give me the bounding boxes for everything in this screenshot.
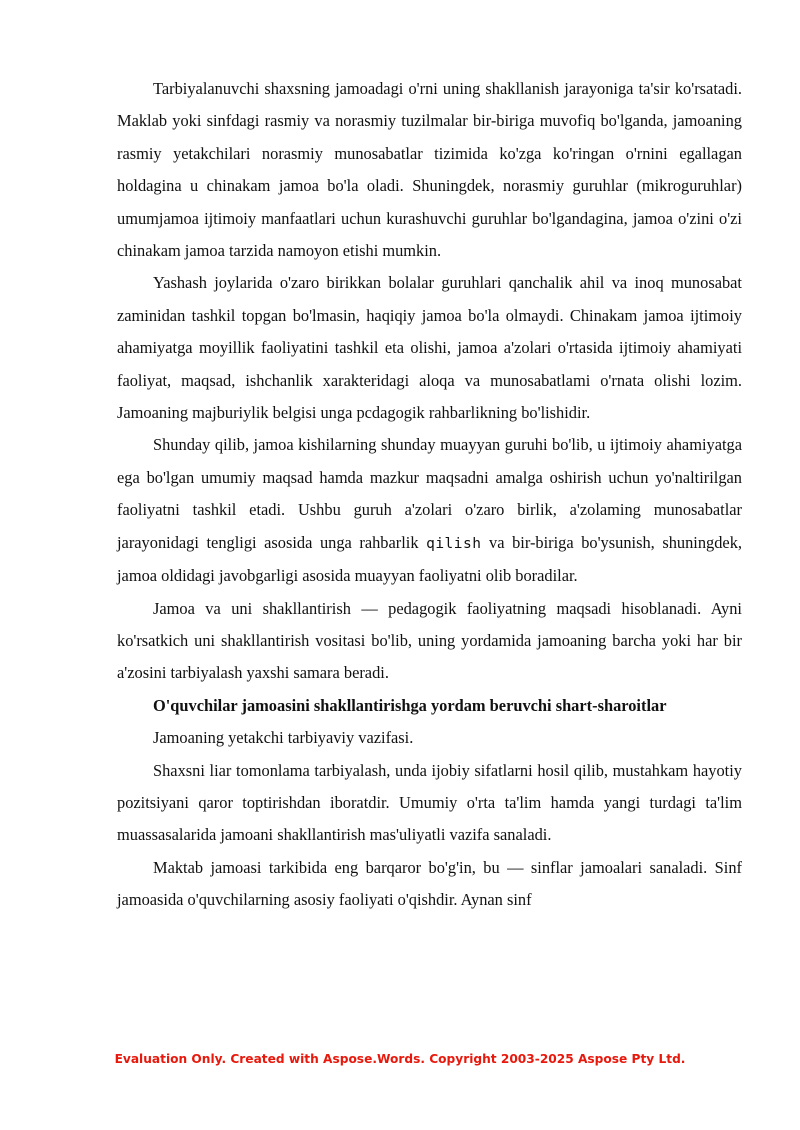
paragraph-7: Maktab jamoasi tarkibida eng barqaror bo'g'in, bu — sinflar jamoalari sanaladi. Sinf jamoasida o'quvchilarning asosiy faoliyati o'qishdir. Aynan sinf [117,857,742,910]
section-heading: O'quvchilar jamoasini shakllantirishga yordam beruvchi shart-sharoitlar [153,695,667,715]
paragraph-6: Shaxsni liar tomonlama tarbiyalash, unda ijobiy sifatlarni hosil qilib, mustahkam hayotiy pozitsiyani qaror toptirishdan iboratdir. Umumiy o'rta ta'lim hamda yangi turdagi ta'lim muassasalarida jamoani shakllantirish mas'uliyatli vazifa sanaladi. [117,760,742,845]
paragraph-3-text-end: va bir-biriga bo'ysunish, shuningdek, jamoa oldidagi javobgarligi asosida muayyan faoliyatni olib boradilar. [117,532,742,586]
paragraph-4: Jamoa va uni shakllantirish — pedagogik faoliyatning maqsadi hisoblanadi. Ayni ko'rsatkich uni shakllantirish vositasi bo'lib, uning yordamida jamoaning barcha yoki har bir a'zosini tarbiyalash yaxshi samara beradi. [117,598,742,683]
document-page [117,73,742,917]
paragraph-3 [117,429,742,592]
paragraph-3-spaced-word: qilish [426,535,482,552]
evaluation-watermark: Evaluation Only. Created with Aspose.Words. Copyright 2003-2025 Aspose Pty Ltd. [114,1052,686,1066]
paragraph-1: Tarbiyalanuvchi shaxsning jamoadagi o'rni uning shakllanish jarayoniga ta'sir ko'rsatadi. Maklab yoki sinfdagi rasmiy va norasmiy tuzilmalar bir-biriga muvofiq bo'lganda, jamoaning rasmiy yetakchilari norasmiy munosabatlar tizimida ko'zga ko'ringan o'rnini egallagan holdagina u chinakam jamoa bo'la oladi. Shuningdek, norasmiy guruhlar (mikroguruhlar) umumjamoa ijtimoiy manfaatlari uchun kurashuvchi guruhlar bo'lgandagina, jamoa o'zini o'zi chinakam jamoa tarzida namoyon etishi mumkin. [117,79,742,261]
paragraph-5: Jamoaning yetakchi tarbiyaviy vazifasi. [153,728,414,748]
paragraph-3-text-start: Shunday qilib, jamoa kishilarning shunday muayyan guruhi bo'lib, u ijtimoiy ahamiyatga ega bo'lgan umumiy maqsad hamda mazkur maqsadni amalga oshirish uchun yo'naltirilgan faoliyatni tashkil etadi. Ushbu guruh a'zolari o'zaro birlik, a'zolaming munosabatlar jarayonidagi tengligi asosida unga rahbarlik [117,435,742,552]
paragraph-2: Yashash joylarida o'zaro birikkan bolalar guruhlari qanchalik ahil va inoq munosabat zaminidan tashkil topgan bo'lmasin, haqiqiy jamoa bo'la olmaydi. Chinakam jamoa ijtimoiy ahamiyatga moyillik faoliyatini tashkil eta olishi, jamoa a'zolari o'rtasida ijtimoiy ahamiyati faoliyat, maqsad, ishchanlik xarakteridagi aloqa va munosabatlami o'rnata olishi lozim. Jamoaning majburiylik belgisi unga pcdagogik rahbarlikning bo'lishidir. [117,273,742,423]
